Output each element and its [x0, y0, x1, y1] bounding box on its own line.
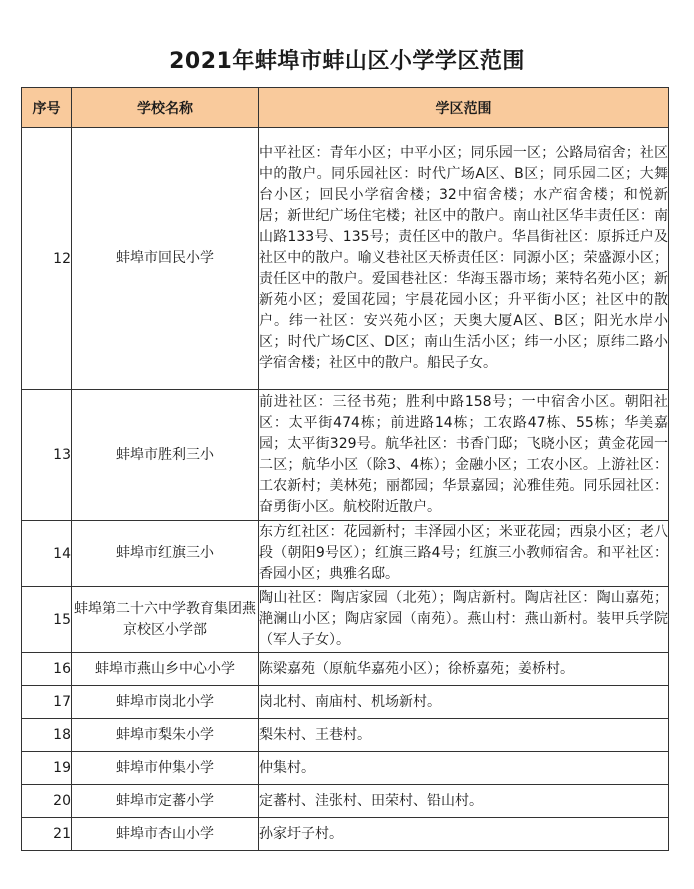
row-range: 陶山社区：陶店家园（北苑）；陶店新村。陶店社区：陶山嘉苑；滟澜山小区；陶店家园（南苑）。燕山村：燕山新村。装甲兵学院（军人子女）。	[259, 587, 669, 653]
row-range: 仲集村。	[259, 752, 669, 785]
row-school: 蚌埠市仲集小学	[72, 752, 259, 785]
row-school: 蚌埠市杏山小学	[72, 818, 259, 851]
table-row	[22, 587, 669, 653]
header-range: 学区范围	[259, 88, 669, 128]
row-range: 梨朱村、王巷村。	[259, 719, 669, 752]
table-row	[22, 521, 669, 587]
row-school: 蚌埠市回民小学	[72, 128, 259, 390]
row-school: 蚌埠市红旗三小	[72, 521, 259, 587]
row-range: 岗北村、南庙村、机场新村。	[259, 686, 669, 719]
row-range: 东方红社区：花园新村；丰泽园小区；米亚花园；西泉小区；老八段（朝阳9号区）；红旗三路4号；红旗三小教师宿舍。和平社区：香园小区；典雅名邸。	[259, 521, 669, 587]
row-index: 18	[22, 719, 72, 752]
table-row	[22, 785, 669, 818]
row-index: 14	[22, 521, 72, 587]
row-range: 陈梁嘉苑（原航华嘉苑小区）；徐桥嘉苑；姜桥村。	[259, 653, 669, 686]
row-index: 19	[22, 752, 72, 785]
row-range: 中平社区：青年小区；中平小区；同乐园一区；公路局宿舍；社区中的散户。同乐园社区：时代广场A区、B区；同乐园二区；大舞台小区；回民小学宿舍楼；32中宿舍楼；水产宿舍楼；和悦新居；新世纪广场住宅楼；社区中的散户。南山社区华丰责任区：南山路133号、135号；责任区中的散户。华昌街社区：原拆迁户及社区中的散户。喻义巷社区天桥责任区：同源小区；荣盛源小区；责任区中的散户。爱国巷社区：华海玉器市场；莱特名苑小区；新新苑小区；爱国花园；宇晨花园小区；升平街小区；社区中的散户。纬一社区：安兴苑小区；天奥大厦A区、B区；阳光水岸小区；时代广场C区、D区；南山生活小区；纬一小区；原纬二路小学宿舍楼；社区中的散户。船民子女。	[259, 128, 669, 390]
page-title: 2021年蚌埠市蚌山区小学学区范围	[169, 49, 525, 74]
row-school: 蚌埠第二十六中学教育集团燕京校区小学部	[72, 587, 259, 653]
row-index: 20	[22, 785, 72, 818]
row-index: 12	[22, 128, 72, 390]
table-row	[22, 390, 669, 521]
school-district-table	[21, 87, 669, 851]
table-row	[22, 719, 669, 752]
table-header-row	[22, 88, 669, 128]
header-school: 学校名称	[72, 88, 259, 128]
row-range: 前进社区：三径书苑；胜利中路158号；一中宿舍小区。朝阳社区：太平街474栋；前进路14栋；工农路47栋、55栋；华美嘉园；太平街329号。航华社区：书香门邸；飞晓小区；黄金花园一二区；航华小区（除3、4栋）；金融小区；工农小区。上游社区：工农新村；美林苑；丽都园；华景嘉园；沁雅佳苑。同乐园社区：奋勇街小区。航校附近散户。	[259, 390, 669, 521]
row-index: 15	[22, 587, 72, 653]
table-row	[22, 653, 669, 686]
row-school: 蚌埠市定蕃小学	[72, 785, 259, 818]
row-school: 蚌埠市胜利三小	[72, 390, 259, 521]
row-school: 蚌埠市梨朱小学	[72, 719, 259, 752]
row-school: 蚌埠市燕山乡中心小学	[72, 653, 259, 686]
table-row	[22, 686, 669, 719]
row-index: 13	[22, 390, 72, 521]
table-row	[22, 752, 669, 785]
header-index: 序号	[22, 88, 72, 128]
row-range: 孙家圩子村。	[259, 818, 669, 851]
row-school: 蚌埠市岗北小学	[72, 686, 259, 719]
row-index: 21	[22, 818, 72, 851]
table-row	[22, 128, 669, 390]
row-index: 17	[22, 686, 72, 719]
row-range: 定蕃村、洼张村、田荣村、铅山村。	[259, 785, 669, 818]
row-index: 16	[22, 653, 72, 686]
table-row	[22, 818, 669, 851]
